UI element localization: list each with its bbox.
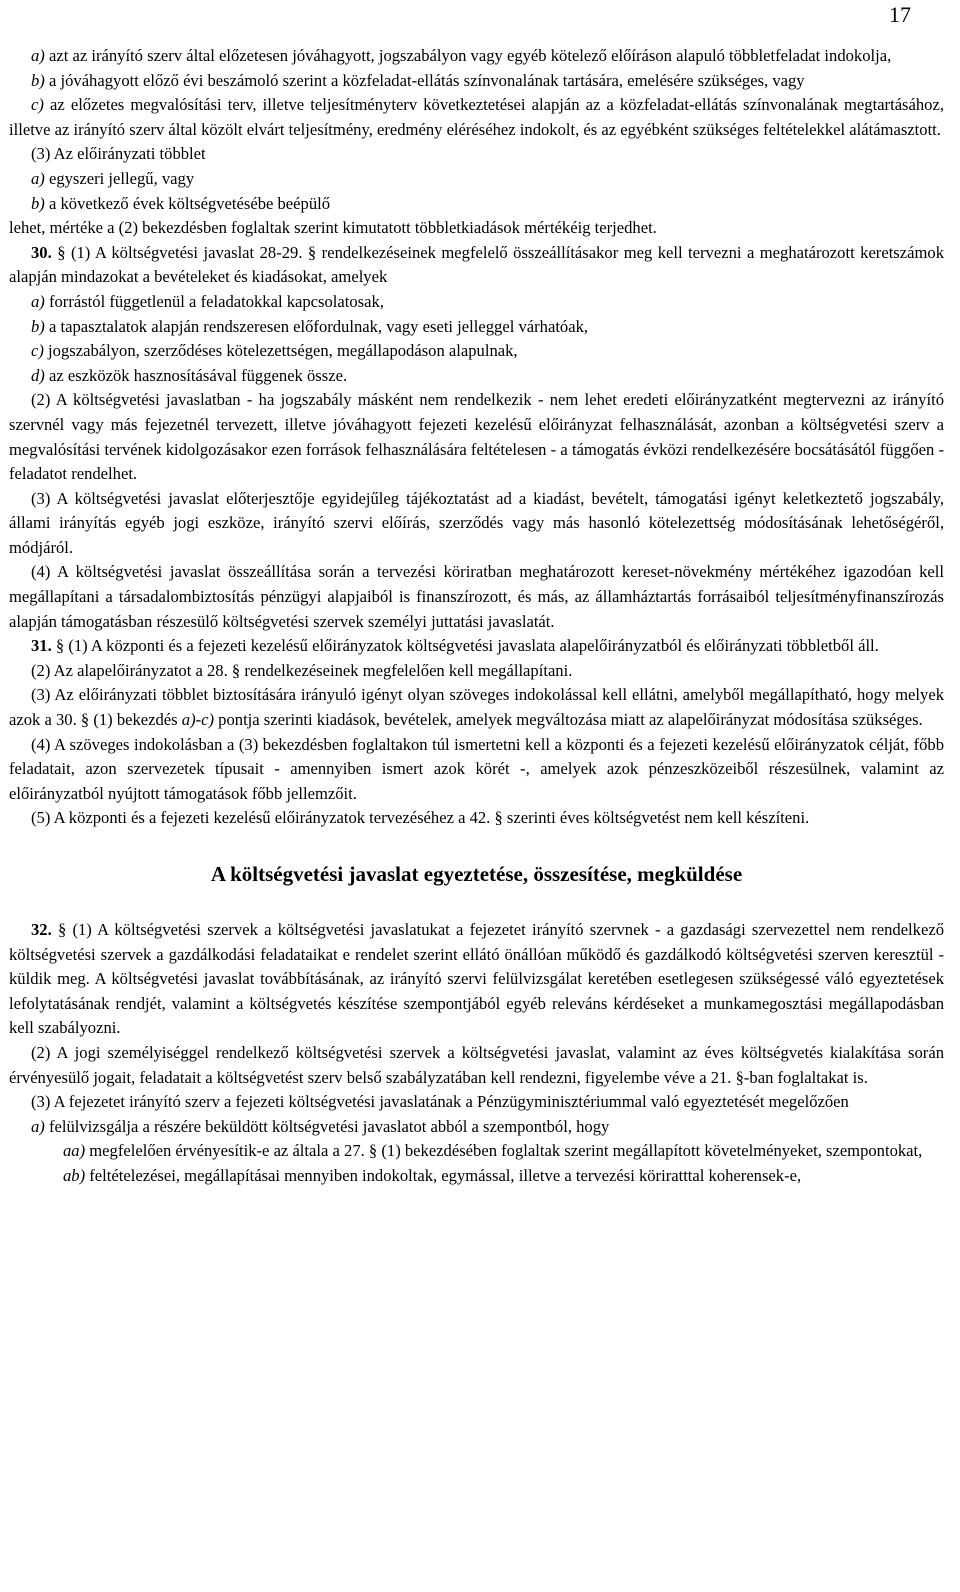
item-lead: b) <box>31 316 45 336</box>
paragraph <box>9 659 944 684</box>
paragraph-text: (2) A költségvetési javaslatban - ha jogszabály másként nem rendelkezik - nem lehet eredeti előirányzatként megtervezni az irányító szervnél vagy más fejezetnél tervezett, illetve jóváhagyott fejezeti kezelésű előirányzat felhasználását, azonban a költségvetési szerv a megvalósítási tervének kidolgozásakor ezen források felhasználására feltételesen - a támogatás évközi rendelkezésére bocsátásától függően - feladatot rendelhet. <box>9 390 944 484</box>
paragraph-text: forrástól függetlenül a feladatokkal kapcsolatosak, <box>44 291 384 311</box>
paragraph-text: pontja szerinti kiadások, bevételek, amelyek megváltozása miatt az alapelőirányzat módosítása szükséges. <box>214 710 923 730</box>
item-lead: c) <box>31 95 44 115</box>
section-number: 31. <box>31 636 52 656</box>
document-body <box>9 44 944 1189</box>
paragraph-text: (3) A költségvetési javaslat előterjesztője egyidejűleg tájékoztatást ad a kiadást, bevételt, támogatási igényt keletkeztető jogszabály, állami irányítás egyéb jogi eszköze, irányító szervi előírás, szerződés vagy más hasonló kötelezettség módosításának lehetőségéről, módjáról. <box>9 488 944 557</box>
item-lead: b) <box>31 70 45 90</box>
paragraph-text: (2) Az alapelőirányzatot a 28. § rendelkezéseinek megfelelően kell megállapítani. <box>31 660 573 680</box>
section-number: 30. <box>31 242 52 262</box>
paragraph <box>9 69 944 94</box>
paragraph <box>9 806 944 831</box>
paragraph <box>9 167 944 192</box>
item-lead: a) <box>31 1116 45 1136</box>
paragraph <box>9 683 944 732</box>
paragraph <box>9 1090 944 1115</box>
paragraph <box>9 315 944 340</box>
item-lead: aa) <box>63 1141 86 1161</box>
paragraph-text: (4) A költségvetési javaslat összeállítása során a tervezési köriratban meghatározott kereset-növekmény mértékéhez igazodóan kell megállapítani a társadalombiztosítás pénzügyi alapjaiból is finanszírozott, és más, az államháztartás forrásaiból teljesítményfinanszírozás alapján támogatásban részesülő költségvetési szervek személyi juttatási javaslatát. <box>9 562 944 631</box>
section-paragraph <box>9 634 944 659</box>
item-lead: a) <box>31 291 45 311</box>
paragraph <box>9 560 944 634</box>
paragraph-text: lehet, mértéke a (2) bekezdésben foglaltak szerint kimutatott többletkiadások mértékéig terjedhet. <box>9 218 657 238</box>
paragraph-text: § (1) A központi és a fejezeti kezelésű előirányzatok költségvetési javaslata alapelőirányzatból és előirányzati többletből áll. <box>51 636 879 656</box>
item-lead: c) <box>31 341 44 361</box>
paragraph-text: (4) A szöveges indokolásban a (3) bekezdésben foglaltakon túl ismertetni kell a központi és a fejezeti kezelésű előirányzatok célját, főbb feladatait, azon szervezetek típusait - amennyiben ismert azok körét -, amelyek azok pénzeszközeiből részesülnek, valamint az előirányzatból nyújtott támogatások főbb jellemzőit. <box>9 734 944 803</box>
paragraph-text: felülvizsgálja a részére beküldött költségvetési javaslatot abból a szempontból, hogy <box>44 1116 610 1136</box>
section-number: 32. <box>31 920 52 939</box>
section-paragraph <box>9 918 944 1041</box>
paragraph-text: (2) A jogi személyiséggel rendelkező költségvetési szervek a költségvetési javaslat, valamint az éves költségvetés kialakítása során érvényesülő jogait, feladatait a költségvetést szerv belső szabályzatában kell rendezni, figyelembe véve a 21. §-ban foglaltakat is. <box>9 1042 944 1087</box>
paragraph <box>9 216 944 241</box>
paragraph-text: egyszeri jellegű, vagy <box>44 168 195 188</box>
paragraph-text: a jóváhagyott előző évi beszámoló szerint a közfeladat-ellátás színvonalának tartására, emelésére szükséges, vagy <box>44 70 805 90</box>
paragraph <box>9 1115 944 1140</box>
paragraph <box>9 487 944 561</box>
paragraph <box>9 192 944 217</box>
item-lead: a)-c) <box>181 710 215 730</box>
paragraph <box>9 1041 944 1090</box>
paragraph <box>9 364 944 389</box>
item-lead: d) <box>31 365 45 385</box>
paragraph-text: jogszabályon, szerződéses kötelezettségen, megállapodáson alapulnak, <box>43 341 518 361</box>
page-number: 17 <box>889 2 911 27</box>
paragraph <box>9 93 944 142</box>
paragraph-text: (5) A központi és a fejezeti kezelésű előirányzatok tervezéséhez a 42. § szerinti éves költségvetést nem kell készíteni. <box>31 808 810 828</box>
paragraph <box>9 339 944 364</box>
subparagraph <box>9 1139 944 1164</box>
paragraph-text: feltételezései, megállapításai mennyiben indokoltak, egymással, illetve a tervezési köriratttal koherensek-e, <box>85 1165 802 1185</box>
paragraph-text: az eszközök hasznosításával függenek össze. <box>44 365 348 385</box>
paragraph-text: a következő évek költségvetésébe beépülő <box>44 193 331 213</box>
paragraph <box>9 733 944 807</box>
paragraph <box>9 290 944 315</box>
item-lead: a) <box>31 168 45 188</box>
paragraph-text: a tapasztalatok alapján rendszeresen előfordulnak, vagy eseti jelleggel várhatóak, <box>44 316 589 336</box>
section-paragraph <box>9 241 944 290</box>
paragraph <box>9 142 944 167</box>
paragraph-text: azt az irányító szerv által előzetesen jóváhagyott, jogszabályon vagy egyéb kötelező előíráson alapuló többletfeladat indokolja, <box>44 46 892 65</box>
paragraph-text: (3) Az előirányzati többlet biztosítására irányuló igényt olyan szöveges indokolással kell ellátni, amelyből megállapítható, hogy melyek azok a 30. § (1) bekezdés <box>9 685 944 730</box>
item-lead: a) <box>31 46 45 65</box>
section-heading: A költségvetési javaslat egyeztetése, összesítése, megküldése <box>210 862 743 886</box>
paragraph <box>9 388 944 486</box>
item-lead: ab) <box>63 1165 86 1185</box>
paragraph-text: § (1) A költségvetési szervek a költségvetési javaslatukat a fejezetet irányító szervnek - a gazdasági szervezettel nem rendelkező költségvetési szervek a gazdálkodási feladataikat e rendelet szerint ellátó önállóan működő és gazdálkodó költségvetési szerven keresztül - küldik meg. A költségvetési javaslat továbbításának, az irányító szervi felülvizsgálat keretében esetlegesen szükségessé váló egyeztetések lefolytatásának rendjét, valamint a költségvetés készítése szempontjából egyéb releváns kérdéseket a munkamegosztási megállapodásban kell szabályozni. <box>9 920 944 1038</box>
subparagraph <box>9 1164 944 1189</box>
paragraph-text: § (1) A költségvetési javaslat 28-29. § rendelkezéseinek megfelelő összeállításakor meg kell tervezni a meghatározott keretszámok alapján mindazokat a bevételeket és kiadásokat, amelyek <box>9 242 944 287</box>
paragraph-text: az előzetes megvalósítási terv, illetve teljesítményterv következtetései alapján az a közfeladat-ellátás színvonalának megtartásához, illetve az irányító szerv által közölt elvárt teljesítmény, eredmény eléréséhez indokolt, és az egyébként szükséges feltételekkel alátámasztott. <box>9 95 944 139</box>
paragraph <box>9 44 944 69</box>
paragraph-text: (3) Az előirányzati többlet <box>31 144 206 164</box>
paragraph-text: (3) A fejezetet irányító szerv a fejezeti költségvetési javaslatának a Pénzügyminisztériummal való egyeztetését megelőzően <box>31 1092 849 1112</box>
item-lead: b) <box>31 193 45 213</box>
paragraph-text: megfelelően érvényesítik-e az általa a 27. § (1) bekezdésében foglaltak szerint megállapított követelményeket, szempontokat, <box>85 1141 923 1161</box>
